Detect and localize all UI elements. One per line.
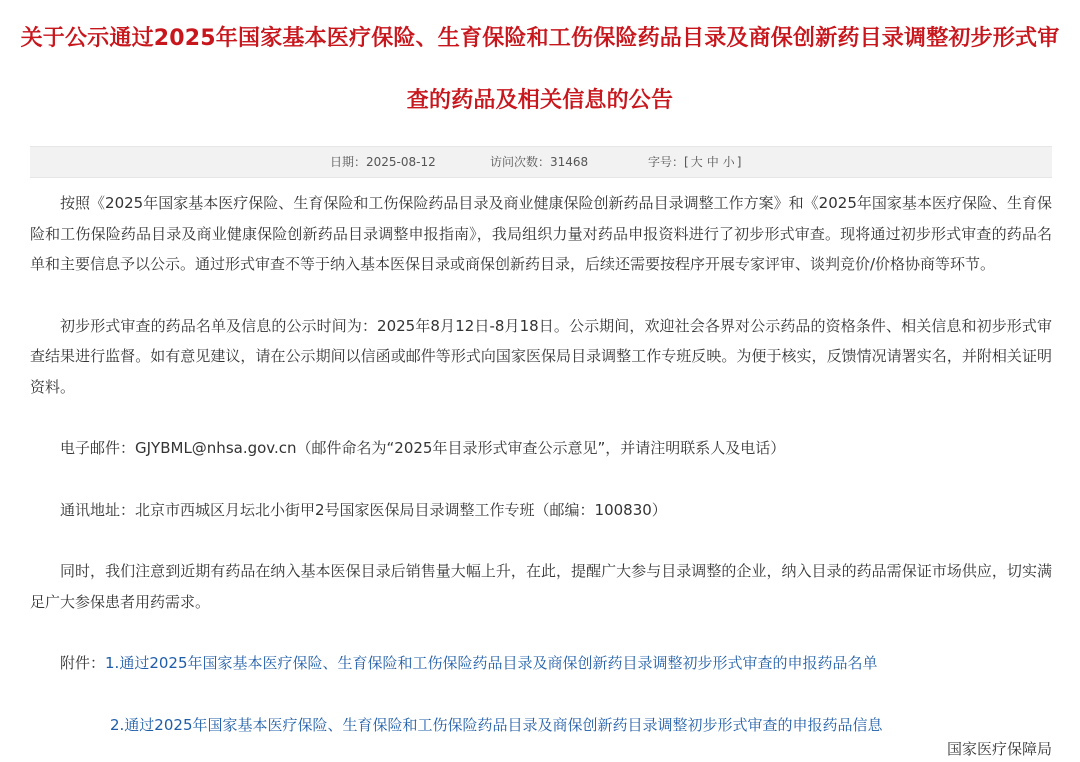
date-value: 2025-08-12: [366, 155, 436, 169]
attachments-label: 附件：: [60, 654, 106, 672]
attachment-link-1[interactable]: 1.通过2025年国家基本医疗保险、生育保险和工伤保险药品目录及商保创新药目录调整初步形式审查的申报药品名单: [105, 654, 878, 672]
issuer-signature: 国家医疗保障局: [946, 740, 1052, 758]
visit-count: [490, 147, 588, 177]
font-size-small-button[interactable]: 小: [722, 155, 735, 169]
font-size-close: ]: [736, 155, 742, 169]
font-size-large-button[interactable]: 大: [690, 155, 703, 169]
visits-value: 31468: [550, 155, 589, 169]
paragraph-review-basis: 按照《2025年国家基本医疗保险、生育保险和工伤保险药品目录及商业健康保险创新药品目录调整工作方案》和《2025年国家基本医疗保险、生育保险和工伤保险药品目录及商业健康保险创新药品目录调整申报指南》，我局组织力量对药品申报资料进行了初步形式审查。现将通过初步形式审查的药品名单和主要信息予以公示。通过形式审查不等于纳入基本医保目录或商保创新药目录，后续还需要按程序开展专家评审、谈判竞价/价格协商等环节。: [30, 194, 1052, 273]
article-body: [30, 188, 1052, 740]
paragraph-address: 通讯地址：北京市西城区月坛北小街甲2号国家医保局目录调整工作专班（邮编：100830）: [60, 500, 667, 519]
font-size-medium-button[interactable]: 中: [706, 155, 719, 169]
paragraph-supply-reminder: 同时，我们注意到近期有药品在纳入基本医保目录后销售量大幅上升，在此，提醒广大参与目录调整的企业，纳入目录的药品需保证市场供应，切实满足广大参保患者用药需求。: [30, 562, 1052, 611]
attachment-line-1: [30, 648, 1052, 679]
date-label: 日期：: [330, 155, 367, 169]
publish-date: [330, 147, 436, 177]
article-meta-bar: [30, 146, 1052, 178]
paragraph-email: 电子邮件：GJYBML@nhsa.gov.cn（邮件命名为“2025年目录形式审查公示意见”，并请注明联系人及电话）: [60, 439, 786, 457]
attachment-link-2[interactable]: 2.通过2025年国家基本医疗保险、生育保险和工伤保险药品目录及商保创新药目录调整初步形式审查的申报药品信息: [110, 715, 883, 734]
article-title: 关于公示通过2025年国家基本医疗保险、生育保险和工伤保险药品目录及商保创新药目录调整初步形式审查的药品及相关信息的公告: [20, 26, 1060, 113]
paragraph-publicity-period: 初步形式审查的药品名单及信息的公示时间为：2025年8月12日-8月18日。公示期间，欢迎社会各界对公示药品的资格条件、相关信息和初步形式审查结果进行监督。如有意见建议，请在公示期间以信函或邮件等形式向国家医保局目录调整工作专班反映。为便于核实，反馈情况请署实名，并附相关证明资料。: [30, 316, 1052, 396]
font-size-label: 字号：[: [648, 155, 689, 169]
font-size-selector: [648, 147, 741, 177]
visits-label: 访问次数：: [490, 155, 551, 169]
attachment-line-2: [30, 710, 1052, 741]
